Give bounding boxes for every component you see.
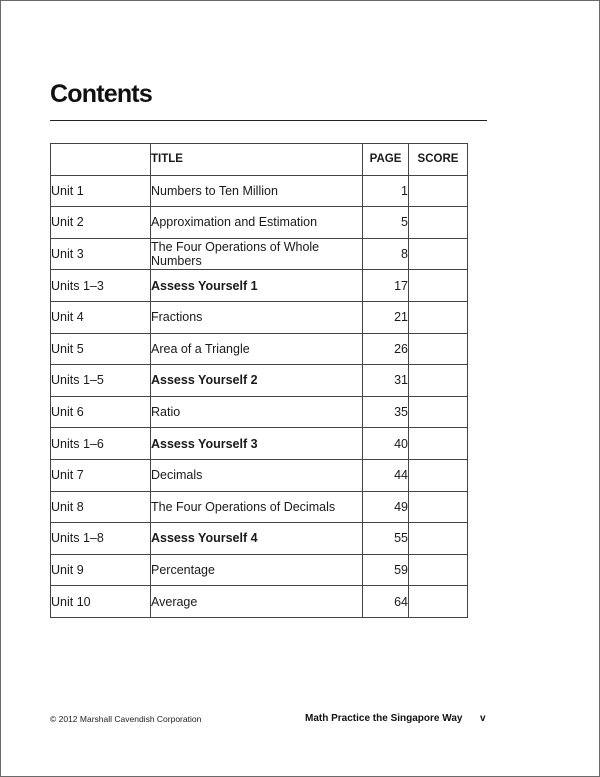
row-unit: Unit 3 — [51, 238, 151, 270]
table-row — [51, 459, 468, 491]
row-page: 35 — [363, 396, 409, 428]
row-score — [409, 459, 468, 491]
table-row — [51, 238, 468, 270]
table-row — [51, 333, 468, 365]
row-page: 5 — [363, 207, 409, 239]
row-title: Decimals — [151, 459, 363, 491]
row-title: Assess Yourself 3 — [151, 428, 363, 460]
row-unit: Units 1–3 — [51, 270, 151, 302]
row-title: Assess Yourself 2 — [151, 365, 363, 397]
table-row — [51, 270, 468, 302]
row-score — [409, 365, 468, 397]
row-page: 8 — [363, 238, 409, 270]
row-title: Percentage — [151, 554, 363, 586]
row-title: Ratio — [151, 396, 363, 428]
footer-book-title: Math Practice the Singapore Way — [305, 713, 463, 724]
footer-page-number: v — [480, 713, 486, 724]
row-unit: Unit 5 — [51, 333, 151, 365]
row-title: The Four Operations of Decimals — [151, 491, 363, 523]
row-unit: Units 1–6 — [51, 428, 151, 460]
table-row — [51, 301, 468, 333]
row-score — [409, 586, 468, 618]
header-unit — [51, 144, 151, 176]
row-score — [409, 523, 468, 555]
row-title: Assess Yourself 1 — [151, 270, 363, 302]
row-score — [409, 175, 468, 207]
row-unit: Unit 1 — [51, 175, 151, 207]
row-page: 17 — [363, 270, 409, 302]
contents-rows — [51, 175, 468, 617]
table-row — [51, 554, 468, 586]
row-title: Area of a Triangle — [151, 333, 363, 365]
row-page: 64 — [363, 586, 409, 618]
row-title: Numbers to Ten Million — [151, 175, 363, 207]
row-page: 26 — [363, 333, 409, 365]
table-row — [51, 523, 468, 555]
row-score — [409, 333, 468, 365]
row-unit: Unit 7 — [51, 459, 151, 491]
row-unit: Unit 10 — [51, 586, 151, 618]
row-unit: Units 1–8 — [51, 523, 151, 555]
title-rule — [50, 120, 487, 121]
row-title: Average — [151, 586, 363, 618]
header-page: PAGE — [363, 144, 409, 176]
table-header-row — [51, 144, 468, 176]
row-page: 55 — [363, 523, 409, 555]
row-unit: Unit 8 — [51, 491, 151, 523]
row-page: 49 — [363, 491, 409, 523]
table-row — [51, 365, 468, 397]
row-title: The Four Operations of Whole Numbers — [151, 238, 363, 270]
row-score — [409, 270, 468, 302]
table-row — [51, 207, 468, 239]
row-score — [409, 301, 468, 333]
row-unit: Unit 2 — [51, 207, 151, 239]
table-row — [51, 396, 468, 428]
row-page: 44 — [363, 459, 409, 491]
row-score — [409, 238, 468, 270]
row-score — [409, 396, 468, 428]
row-score — [409, 554, 468, 586]
row-page: 31 — [363, 365, 409, 397]
row-score — [409, 491, 468, 523]
row-page: 21 — [363, 301, 409, 333]
header-title: TITLE — [151, 144, 363, 176]
row-unit: Unit 6 — [51, 396, 151, 428]
table-row — [51, 586, 468, 618]
table-row — [51, 428, 468, 460]
row-unit: Unit 9 — [51, 554, 151, 586]
header-score: SCORE — [409, 144, 468, 176]
contents-table — [50, 143, 468, 618]
footer-copyright: © 2012 Marshall Cavendish Corporation — [50, 714, 202, 724]
row-title: Approximation and Estimation — [151, 207, 363, 239]
page-title: Contents — [50, 80, 152, 108]
row-title: Fractions — [151, 301, 363, 333]
row-page: 40 — [363, 428, 409, 460]
row-page: 1 — [363, 175, 409, 207]
row-unit: Unit 4 — [51, 301, 151, 333]
row-title: Assess Yourself 4 — [151, 523, 363, 555]
row-score — [409, 428, 468, 460]
table-row — [51, 175, 468, 207]
table-row — [51, 491, 468, 523]
row-unit: Units 1–5 — [51, 365, 151, 397]
row-score — [409, 207, 468, 239]
row-page: 59 — [363, 554, 409, 586]
